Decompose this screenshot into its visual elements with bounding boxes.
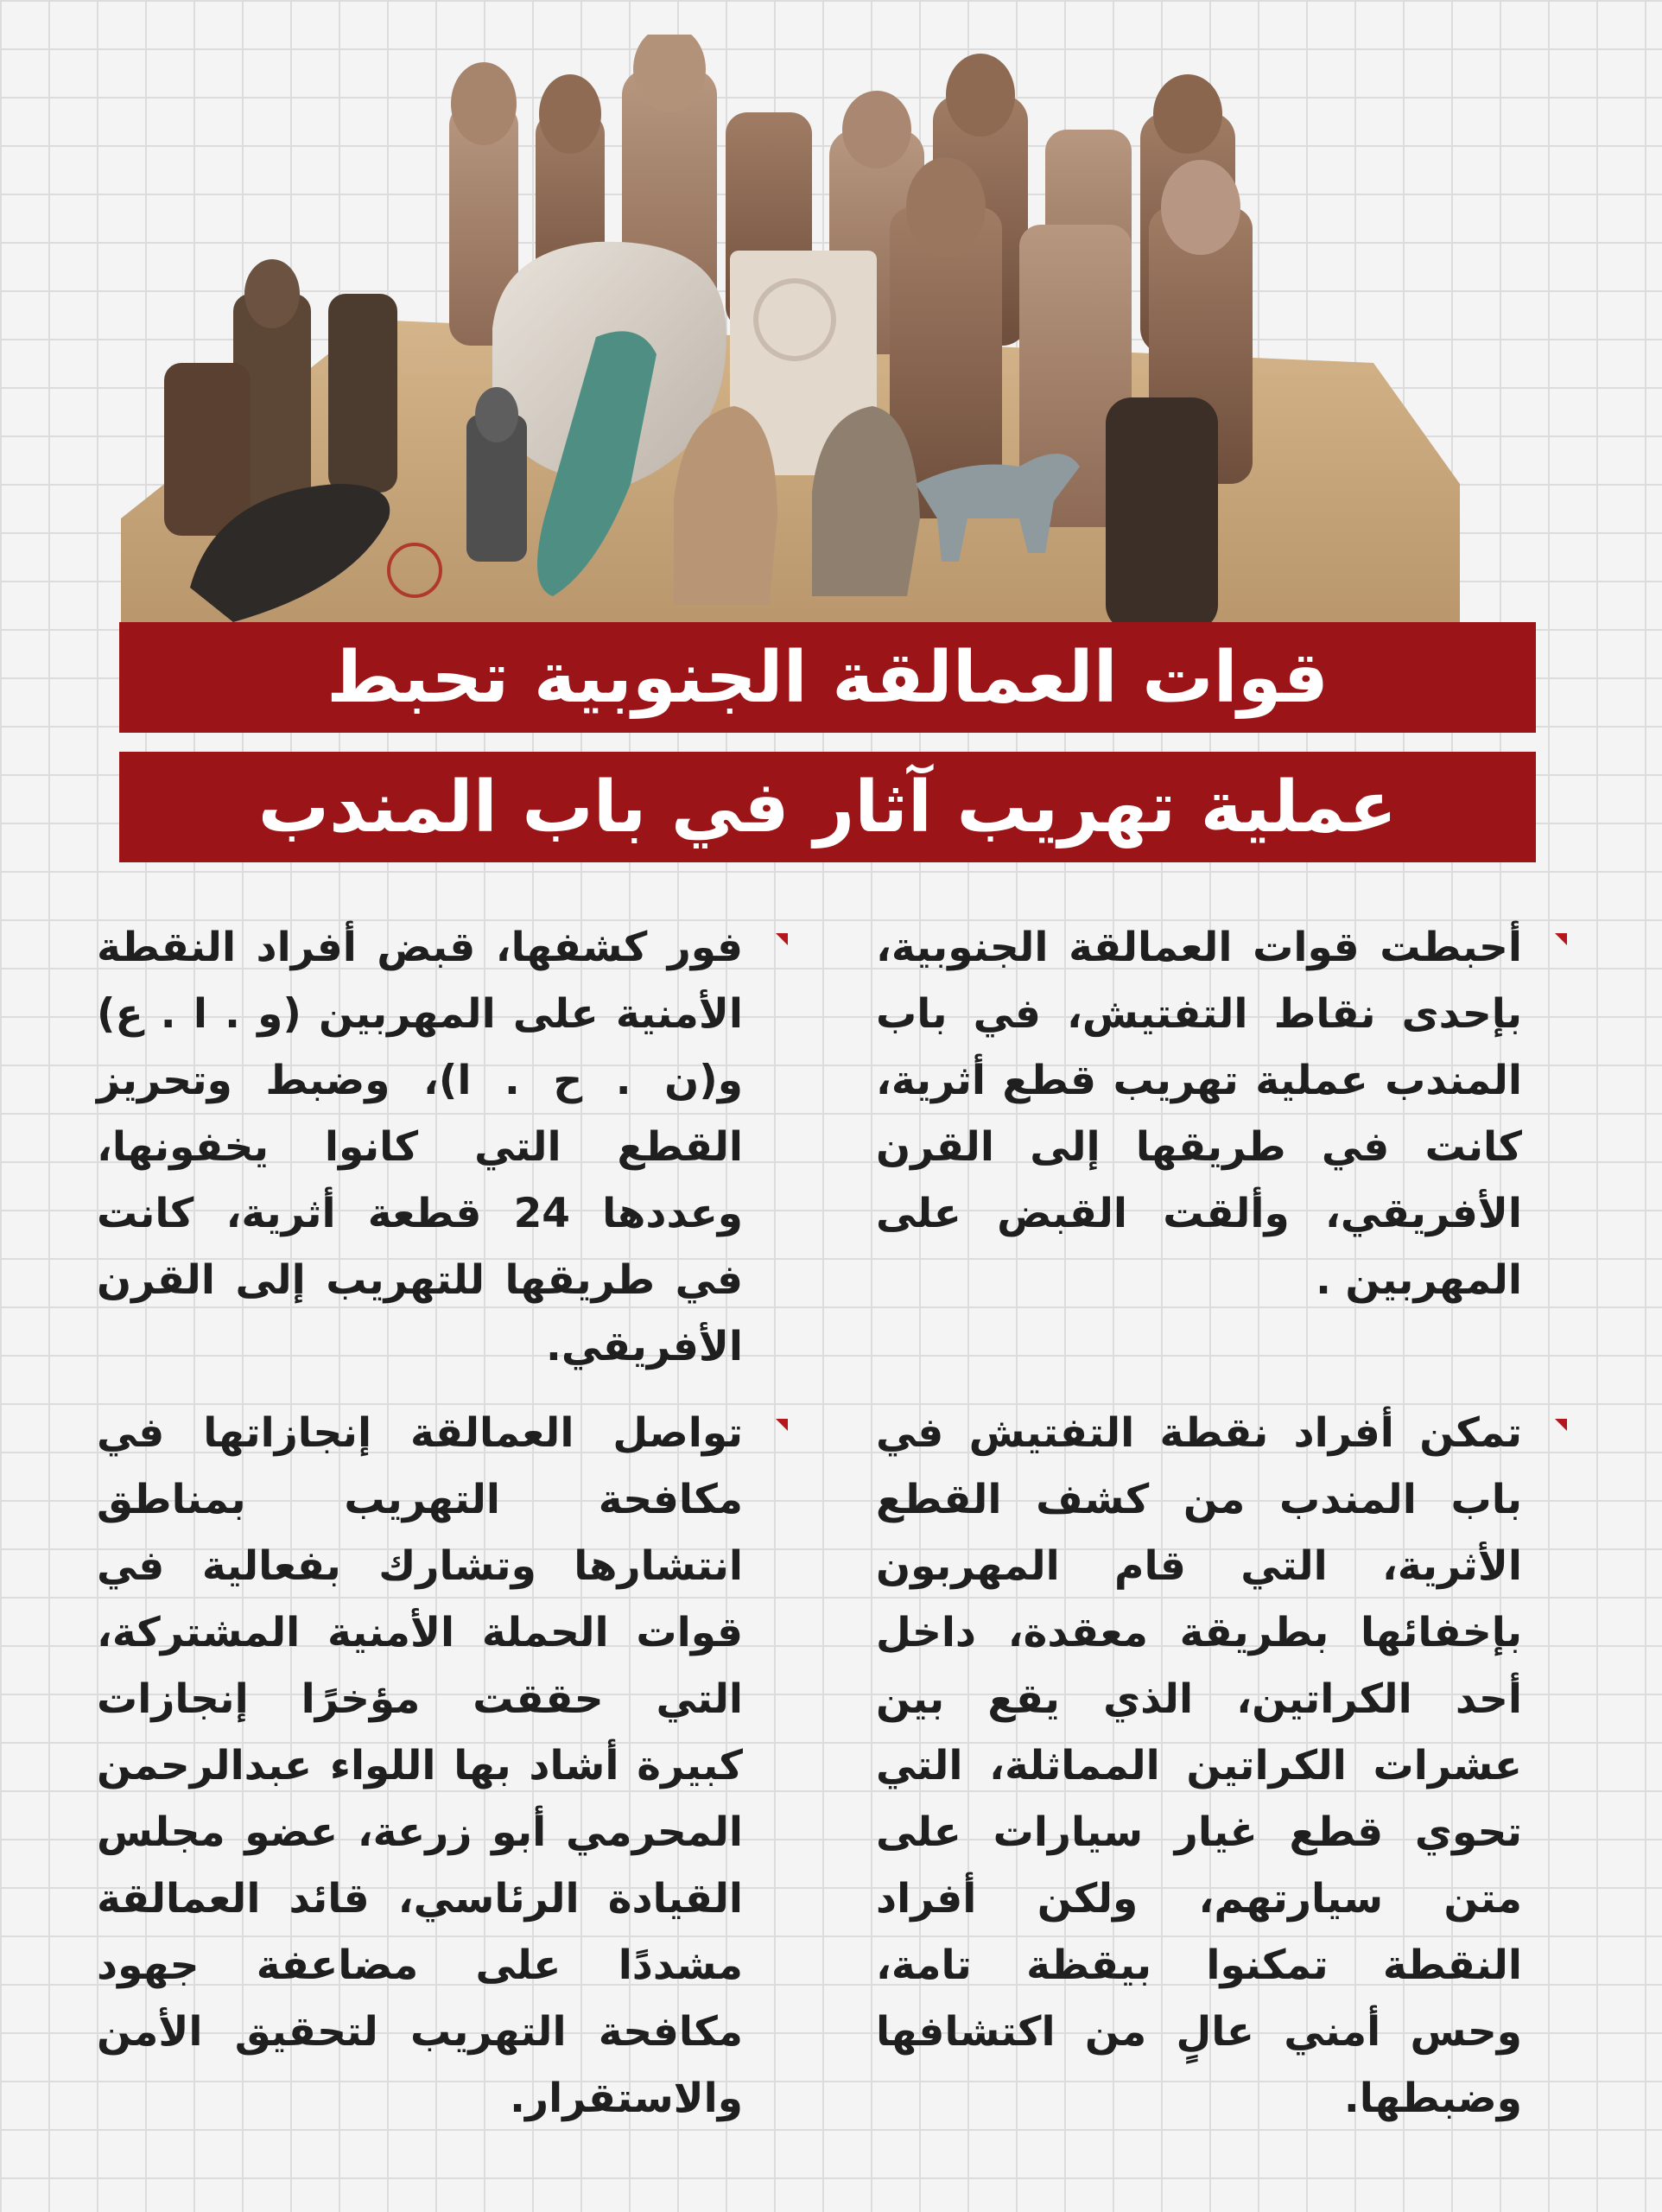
headline-bar-1 xyxy=(119,622,1536,733)
artifacts-illustration xyxy=(112,35,1469,639)
bullet-triangle-icon xyxy=(1555,1419,1567,1431)
paragraph-1-text: أحبطت قوات العمالقة الجنوبية، بإحدى نقاط التفتيش، في باب المندب عملية تهريب قطع أثرية، كانت في طريقها إلى القرن الأفريقي، وألقت القبض على المهربين . xyxy=(876,924,1522,1304)
paragraph-3-text: فور كشفها، قبض أفراد النقطة الأمنية على المهربين (و . ا . ع) و(ن . ح . ا)، وضبط وتحريز القطع التي كانوا يخفونها، وعددها 24 قطعة أثرية، كانت في طريقها للتهريب إلى القرن الأفريقي. xyxy=(97,924,744,1370)
paragraph-2 xyxy=(876,1400,1567,2132)
artifacts-photo xyxy=(112,35,1469,639)
bullet-triangle-icon xyxy=(1555,933,1567,945)
bullet-triangle-icon xyxy=(776,1419,788,1431)
bullet-triangle-icon xyxy=(776,933,788,945)
headline-line-1: قوات العمالقة الجنوبية تحبط xyxy=(327,636,1329,719)
paragraph-3 xyxy=(97,914,788,1380)
paragraph-2-text: تمكن أفراد نقطة التفتيش في باب المندب من كشف القطع الأثرية، التي قام المهربون بإخفائها بطريقة معقدة، داخل أحد الكراتين، الذي يقع بين عشرات الكراتين المماثلة، التي تحوي قطع غيار سيارات على متن سيارتهم، ولكن أفراد النقطة تمكنوا بيقظة تامة، وحس أمني عالٍ من اكتشافها وضبطها. xyxy=(876,1409,1522,2122)
paragraph-4-text: تواصل العمالقة إنجازاتها في مكافحة التهريب بمناطق انتشارها وتشارك بفعالية في قوات الحملة الأمنية المشتركة، التي حققت مؤخرًا إنجازات كبيرة أشاد بها اللواء عبدالرحمن المحرمي أبو زرعة، عضو مجلس القيادة الرئاسي، قائد العمالقة مشددًا على مضاعفة جهود مكافحة التهريب لتحقيق الأمن والاستقرار. xyxy=(97,1409,743,2122)
headline-line-2: عملية تهريب آثار في باب المندب xyxy=(257,766,1398,849)
paragraph-1 xyxy=(876,914,1567,1313)
headline-bar-2 xyxy=(119,752,1536,862)
paragraph-4 xyxy=(97,1400,788,2132)
